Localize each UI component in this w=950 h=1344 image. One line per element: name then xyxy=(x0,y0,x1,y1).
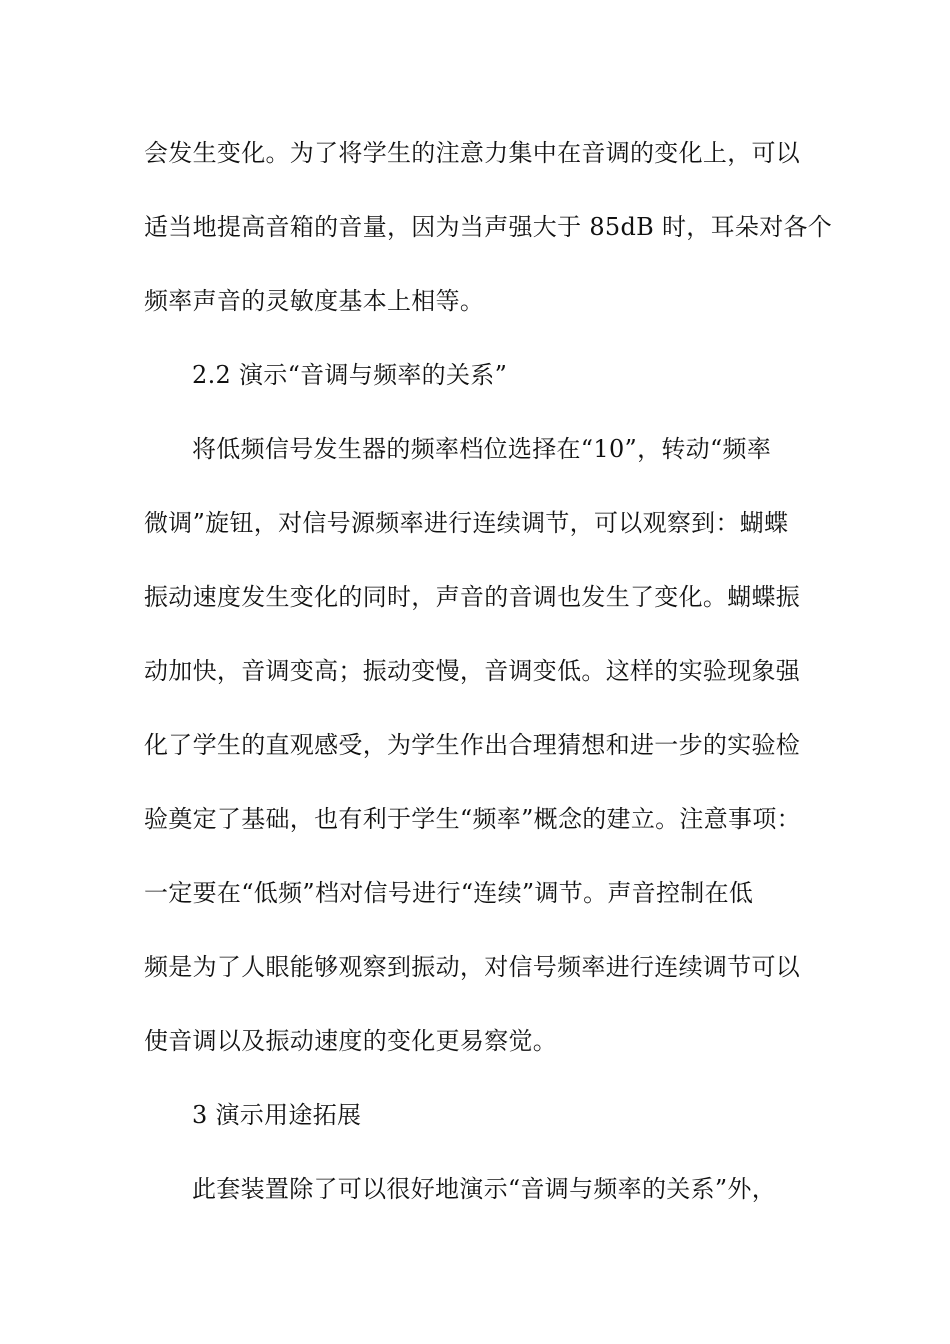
paragraph-line: 一定要在“低频”档对信号进行“连续”调节。声音控制在低 xyxy=(144,879,754,907)
paragraph-line: 将低频信号发生器的频率档位选择在“10”，转动“频率 xyxy=(192,435,772,463)
paragraph-line: 频率声音的灵敏度基本上相等。 xyxy=(144,287,485,315)
paragraph-line: 使音调以及振动速度的变化更易察觉。 xyxy=(144,1027,558,1055)
section-heading-2-2: 2.2 演示“音调与频率的关系” xyxy=(192,361,508,389)
section-heading-3: 3 演示用途拓展 xyxy=(192,1101,362,1129)
paragraph-line: 此套装置除了可以很好地演示“音调与频率的关系”外， xyxy=(192,1175,777,1203)
paragraph-line: 动加快，音调变高；振动变慢，音调变低。这样的实验现象强 xyxy=(144,657,801,685)
paragraph-line: 适当地提高音箱的音量，因为当声强大于 85dB 时，耳朵对各个 xyxy=(144,213,833,241)
paragraph-line: 会发生变化。为了将学生的注意力集中在音调的变化上，可以 xyxy=(144,139,801,167)
paragraph-line: 验奠定了基础，也有利于学生“频率”概念的建立。注意事项： xyxy=(144,805,801,833)
paragraph-line: 微调”旋钮，对信号源频率进行连续调节，可以观察到：蝴蝶 xyxy=(144,509,789,537)
paragraph-line: 化了学生的直观感受，为学生作出合理猜想和进一步的实验检 xyxy=(144,731,801,759)
paragraph-line: 振动速度发生变化的同时，声音的音调也发生了变化。蝴蝶振 xyxy=(144,583,801,611)
paragraph-line: 频是为了人眼能够观察到振动，对信号频率进行连续调节可以 xyxy=(144,953,801,981)
